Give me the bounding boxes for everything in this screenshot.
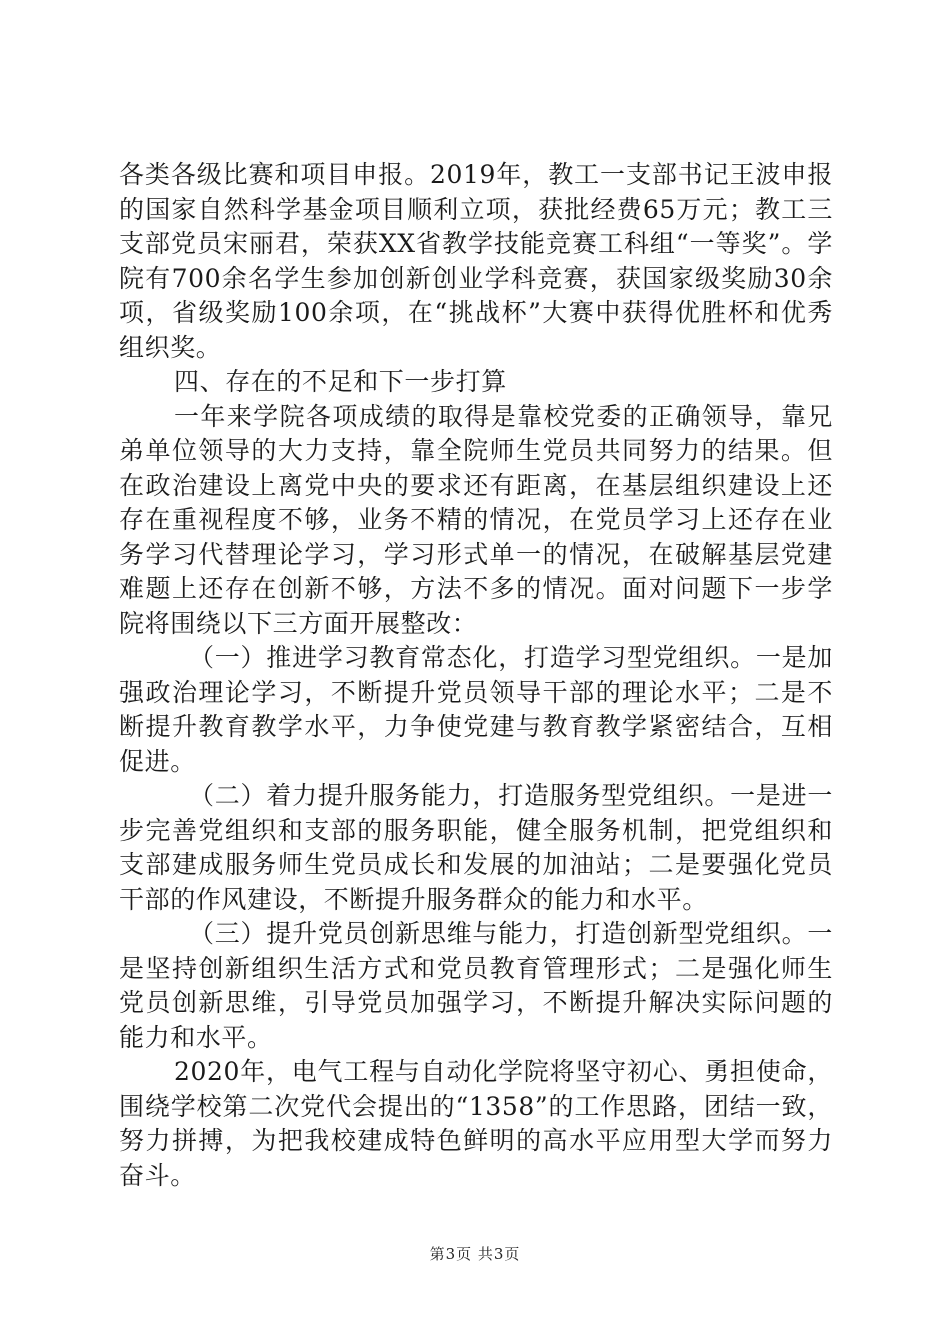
paragraph-conclusion: 2020年，电气工程与自动化学院将坚守初心、勇担使命，围绕学校第二次党代会提出的“1358”的工作思路，团结一致，努力拼搏，为把我校建成特色鲜明的高水平应用型大学而努力奋斗。 xyxy=(119,1057,833,1190)
paragraph-competitions: 各类各级比赛和项目申报。2019年，教工一支部书记王波申报的国家自然科学基金项目顺利立项，获批经费65万元；教工三支部党员宋丽君，荣获XX省教学技能竞赛工科组“一等奖”。学院有700余名学生参加创新创业学科竞赛，获国家级奖励30余项，省级奖励100余项，在“挑战杯”大赛中获得优胜杯和优秀组织奖。 xyxy=(119,160,833,362)
section-heading-shortcomings: 四、存在的不足和下一步打算 xyxy=(174,367,507,396)
page-footer: 第3页 共3页 xyxy=(429,1245,521,1263)
paragraph-item-three: （三）提升党员创新思维与能力，打造创新型党组织。一是坚持创新组织生活方式和党员教育管理形式；二是强化师生党员创新思维，引导党员加强学习，不断提升解决实际问题的能力和水平。 xyxy=(119,919,833,1052)
document-body xyxy=(119,158,833,1193)
paragraph-item-two: （二）着力提升服务能力，打造服务型党组织。一是进一步完善党组织和支部的服务职能，健全服务机制，把党组织和支部建成服务师生党员成长和发展的加油站；二是要强化党员干部的作风建设，不断提升服务群众的能力和水平。 xyxy=(119,781,833,914)
paragraph-shortcomings: 一年来学院各项成绩的取得是靠校党委的正确领导，靠兄弟单位领导的大力支持，靠全院师生党员共同努力的结果。但在政治建设上离党中央的要求还有距离，在基层组织建设上还存在重视程度不够，业务不精的情况，在党员学习上还存在业务学习代替理论学习，学习形式单一的情况，在破解基层党建难题上还存在创新不够，方法不多的情况。面对问题下一步学院将围绕以下三方面开展整改： xyxy=(119,401,833,638)
paragraph-item-one: （一）推进学习教育常态化，打造学习型党组织。一是加强政治理论学习，不断提升党员领导干部的理论水平；二是不断提升教育教学水平，力争使党建与教育教学紧密结合，互相促进。 xyxy=(119,643,833,776)
